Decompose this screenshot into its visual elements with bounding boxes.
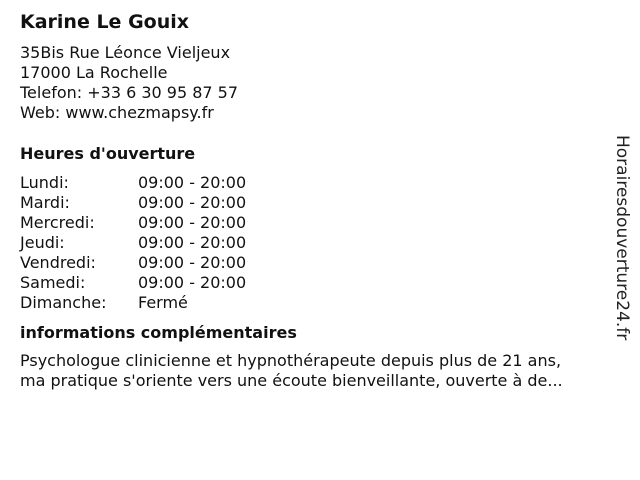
day-hours: Fermé [138, 293, 188, 312]
day-label: Vendredi: [20, 253, 96, 272]
address-street: 35Bis Rue Léonce Vieljeux [20, 43, 231, 62]
info-description [20, 351, 620, 391]
day-label: Mardi: [20, 193, 70, 212]
hours-heading: Heures d'ouverture [20, 144, 196, 163]
day-label: Dimanche: [20, 293, 107, 312]
day-label: Jeudi: [20, 233, 65, 252]
info-line-2: ma pratique s'oriente vers une écoute bienveillante, ouverte à de... [20, 371, 563, 390]
day-hours: 09:00 - 20:00 [138, 233, 247, 252]
hours-row-wednesday [20, 213, 610, 233]
day-label: Mercredi: [20, 213, 95, 232]
site-watermark: Horairesdouverture24.fr [612, 135, 632, 341]
day-label: Lundi: [20, 173, 69, 192]
hours-row-sunday [20, 293, 610, 313]
day-hours: 09:00 - 20:00 [138, 173, 247, 192]
day-hours: 09:00 - 20:00 [138, 193, 247, 212]
day-hours: 09:00 - 20:00 [138, 213, 247, 232]
day-label: Samedi: [20, 273, 86, 292]
business-name: Karine Le Gouix [20, 11, 190, 33]
hours-row-monday [20, 173, 610, 193]
hours-row-thursday [20, 233, 610, 253]
hours-table [20, 173, 610, 313]
contact-block [20, 43, 610, 123]
hours-row-tuesday [20, 193, 610, 213]
day-hours: 09:00 - 20:00 [138, 273, 247, 292]
hours-row-saturday [20, 273, 610, 293]
address-city: 17000 La Rochelle [20, 63, 168, 82]
phone-text[interactable]: Telefon: +33 6 30 95 87 57 [20, 83, 239, 102]
business-card [20, 10, 610, 391]
info-line-1: Psychologue clinicienne et hypnothérapeute depuis plus de 21 ans, [20, 351, 562, 370]
hours-row-friday [20, 253, 610, 273]
day-hours: 09:00 - 20:00 [138, 253, 247, 272]
website-text[interactable]: Web: www.chezmapsy.fr [20, 103, 214, 122]
info-heading: informations complémentaires [20, 323, 297, 342]
